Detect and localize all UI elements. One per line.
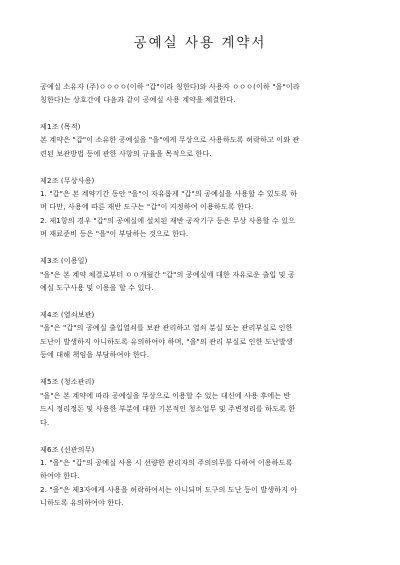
- intro-line: 칭한다)는 상호간에 다음과 같이 공예실 사용 계약을 체결한다.: [40, 95, 236, 105]
- article-line: 등에 대해 책임을 부담하여야 한다.: [40, 350, 150, 360]
- article-2: [40, 174, 373, 241]
- article-line: 며 재료준비 등은 "을"이 부담하는 것으로 한다.: [40, 229, 189, 239]
- article-6: [40, 443, 373, 510]
- article-line: "을"은 본 계약 체결로부터 ㅇㅇ개월간 "갑"의 공예실에 대한 자유로운 출입 및 공: [40, 269, 295, 279]
- article-heading: 제5조 (청소관리): [40, 377, 95, 387]
- article-line: "을"은 "갑"의 공예실 출입열쇠를 보관 관리하고 열쇠 분실 또는 관리부실로 인한: [40, 323, 293, 333]
- article-line: 1. "갑"은 본 계약기간 동안 "을"이 자유롭게 "갑"의 공예실을 사용할 수 있도록 하: [40, 189, 298, 199]
- article-heading: 제2조 (무상사용): [40, 175, 95, 185]
- document-title: 공예실 사용 계약서: [133, 35, 267, 51]
- article-line: 하여야 한다.: [40, 471, 80, 481]
- article-line: 드시 정리정돈 및 사용한 부분에 대한 기본적인 청소업무 및 주변정리를 하도록 한: [40, 404, 296, 414]
- article-heading: 제6조 (선관의무): [40, 444, 95, 454]
- article-line: 며 다만, 사용에 따른 재반 도구는 "갑"이 지정하여 이용하도록 한다.: [40, 202, 254, 212]
- article-heading: 제1조 (목적): [40, 121, 81, 131]
- article-text: [40, 268, 373, 295]
- article-text: [40, 456, 373, 510]
- article-1: [40, 120, 373, 160]
- article-text: [40, 187, 373, 241]
- article-line: 도난이 발생하지 아니하도록 유의하여야 하며, "을"의 관리 부실로 인한 도난발생: [40, 336, 293, 346]
- article-line: 2. "을"은 제3자에게 사용을 허락하여서는 아니되며 도구의 도난 등이 발생하지 아: [40, 484, 298, 494]
- article-text: [40, 321, 373, 361]
- article-heading: 제3조 (이용일): [40, 256, 88, 266]
- article-5: [40, 375, 373, 429]
- article-line: 다.: [40, 417, 50, 427]
- article-heading: 제4조 (열쇠보관): [40, 310, 95, 320]
- article-line: "을"은 본 계약에 따라 공예실을 무상으로 이용할 수 있는 대신에 사용 후에는 반: [40, 390, 291, 400]
- intro-paragraph: [40, 80, 373, 107]
- article-line: 1. "을"은 "갑"의 공예실 사용 시 선량한 관리자의 주의의무를 다하여 이용하도록: [40, 457, 293, 467]
- article-line: 니하도록 유의하여야 한다.: [40, 498, 124, 508]
- intro-line: 공예실 소유자 (주)ㅇㅇㅇㅇ(이하 "갑"이라 칭한다)와 사용자 ㅇㅇㅇ(이하 "을"이라: [40, 82, 300, 91]
- article-line: 본 계약은 "갑"이 소유한 공예실을 "을"에게 무상으로 사용하도록 허락하고 이와 관: [40, 135, 300, 145]
- article-line: 예실 도구사용 및 이용을 할 수 있다.: [40, 283, 154, 293]
- article-line: 련된 보관방법 등에 관한 사항의 규율을 목적으로 한다.: [40, 148, 212, 158]
- article-text: [40, 389, 373, 429]
- article-line: 2. 제1항의 경우 "갑"의 공예실에 설치된 재반 공작기구 등은 무상 사용할 수 있으: [40, 215, 296, 225]
- article-4: [40, 308, 373, 362]
- article-text: [40, 133, 373, 160]
- article-3: [40, 254, 373, 294]
- document-body: [40, 80, 373, 523]
